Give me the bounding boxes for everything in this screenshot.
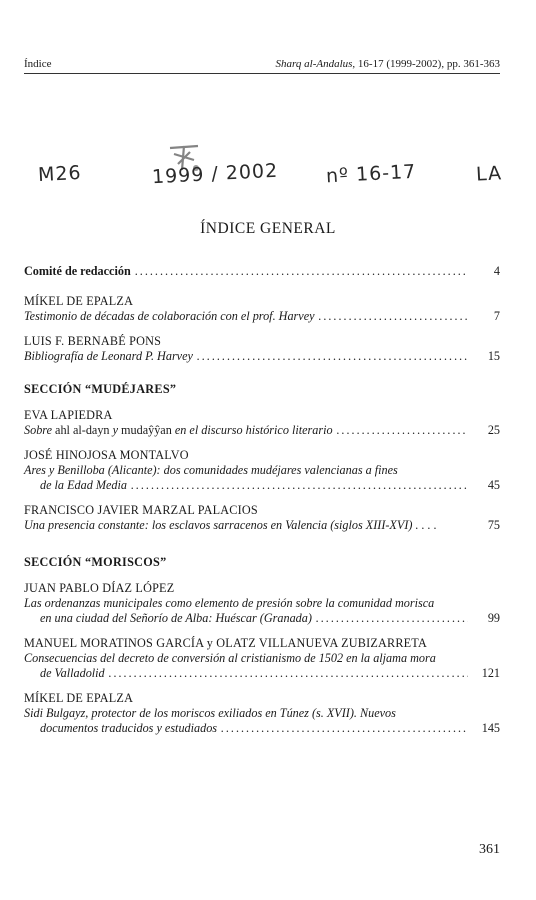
toc-line	[24, 264, 500, 279]
running-head-left: Índice	[24, 58, 52, 70]
running-head	[24, 58, 500, 74]
leader-dots	[221, 721, 468, 736]
leader-dots	[135, 264, 468, 279]
leader-dots	[197, 349, 468, 364]
leader-dots	[316, 611, 468, 626]
page-ref: 45	[487, 478, 500, 492]
entry-title-line: Sidi Bulgayz, protector de los moriscos exiliados en Túnez (s. XVII). Nuevos	[24, 706, 396, 720]
entry-author: JUAN PABLO DÍAZ LÓPEZ	[24, 581, 175, 595]
page-ref: 75	[487, 518, 500, 532]
entry-title: de la Edad Media	[40, 478, 127, 492]
toc-entry	[24, 580, 500, 626]
entry-title-line: Las ordenanzas municipales como elemento de presión sobre la comunidad morisca	[24, 596, 435, 610]
table-of-contents	[24, 264, 500, 745]
entry-author: EVA LAPIEDRA	[24, 408, 113, 422]
toc-entry	[24, 635, 500, 681]
entry-author: LUIS F. BERNABÉ PONS	[24, 334, 162, 348]
entry-title-line: Consecuencias del decreto de conversión al cristianismo de 1502 en la aljama mora	[24, 651, 436, 665]
title-part: Sobre	[24, 423, 52, 437]
entry-author: JOSÉ HINOJOSA MONTALVO	[24, 448, 189, 462]
journal-info: , 16-17 (1999-2002), pp. 361-363	[352, 58, 500, 70]
leader-dots	[319, 309, 468, 324]
page-ref: 4	[493, 264, 500, 278]
entry-author: MÍKEL DE EPALZA	[24, 294, 134, 308]
entry-title-line: Ares y Benilloba (Alicante): dos comunidades mudéjares valencianas a fines	[24, 463, 398, 477]
title-term: mudaŷŷan	[121, 423, 172, 437]
toc-line	[24, 423, 500, 438]
toc-line	[24, 611, 500, 626]
running-head-right	[276, 58, 500, 70]
page-ref: 145	[481, 721, 500, 735]
title-part: en el discurso histórico literario	[174, 423, 333, 437]
title-part: y	[112, 423, 118, 437]
handwritten-note-b: 1999 / 2002	[151, 159, 279, 189]
toc-entry	[24, 502, 500, 533]
section-heading-moriscos: SECCIÓN “MORISCOS”	[24, 555, 167, 569]
toc-line	[24, 478, 500, 493]
entry-title: Comité de redacción	[24, 264, 131, 278]
toc-line	[24, 349, 500, 364]
entry-title: Bibliografía de Leonard P. Harvey	[24, 349, 193, 363]
handwritten-note-a: M26	[37, 161, 83, 187]
entry-title: de Valladolid	[40, 666, 105, 680]
toc-entry	[24, 333, 500, 364]
journal-name: Sharq al-Andalus	[275, 58, 353, 70]
toc-entry	[24, 293, 500, 324]
entry-author: MÍKEL DE EPALZA	[24, 691, 134, 705]
page-ref: 99	[487, 611, 500, 625]
leader-dots	[131, 478, 468, 493]
page-title: ÍNDICE GENERAL	[200, 220, 336, 237]
toc-line	[24, 518, 500, 533]
entry-author: FRANCISCO JAVIER MARZAL PALACIOS	[24, 503, 258, 517]
page-number: 361	[479, 842, 500, 857]
title-term: ahl al-dayn	[55, 423, 110, 437]
entry-title: en una ciudad del Señorío de Alba: Huéscar (Granada)	[40, 611, 312, 625]
toc-line	[24, 309, 500, 324]
entry-title	[24, 423, 333, 438]
section-heading-mudejares: SECCIÓN “MUDÉJARES”	[24, 382, 177, 396]
toc-line	[24, 666, 500, 681]
page-ref: 25	[487, 423, 500, 437]
handwritten-note-d: LA	[475, 162, 503, 186]
handwritten-note-c: nº 16-17	[325, 160, 417, 188]
toc-entry	[24, 264, 500, 279]
entry-title: Testimonio de décadas de colaboración con el prof. Harvey	[24, 309, 315, 323]
entry-author: MANUEL MORATINOS GARCÍA y OLATZ VILLANUEVA ZUBIZARRETA	[24, 636, 427, 650]
toc-entry	[24, 690, 500, 736]
toc-entry	[24, 407, 500, 438]
toc-entry	[24, 447, 500, 493]
page-ref: 121	[481, 666, 500, 680]
page-ref: 15	[487, 349, 500, 363]
entry-title: Una presencia constante: los esclavos sarracenos en Valencia (siglos XIII-XVI) . . . .	[24, 518, 437, 532]
toc-line	[24, 721, 500, 736]
page-ref: 7	[493, 309, 500, 323]
entry-title: documentos traducidos y estudiados	[40, 721, 218, 735]
leader-dots	[109, 666, 468, 681]
leader-dots	[337, 423, 468, 438]
